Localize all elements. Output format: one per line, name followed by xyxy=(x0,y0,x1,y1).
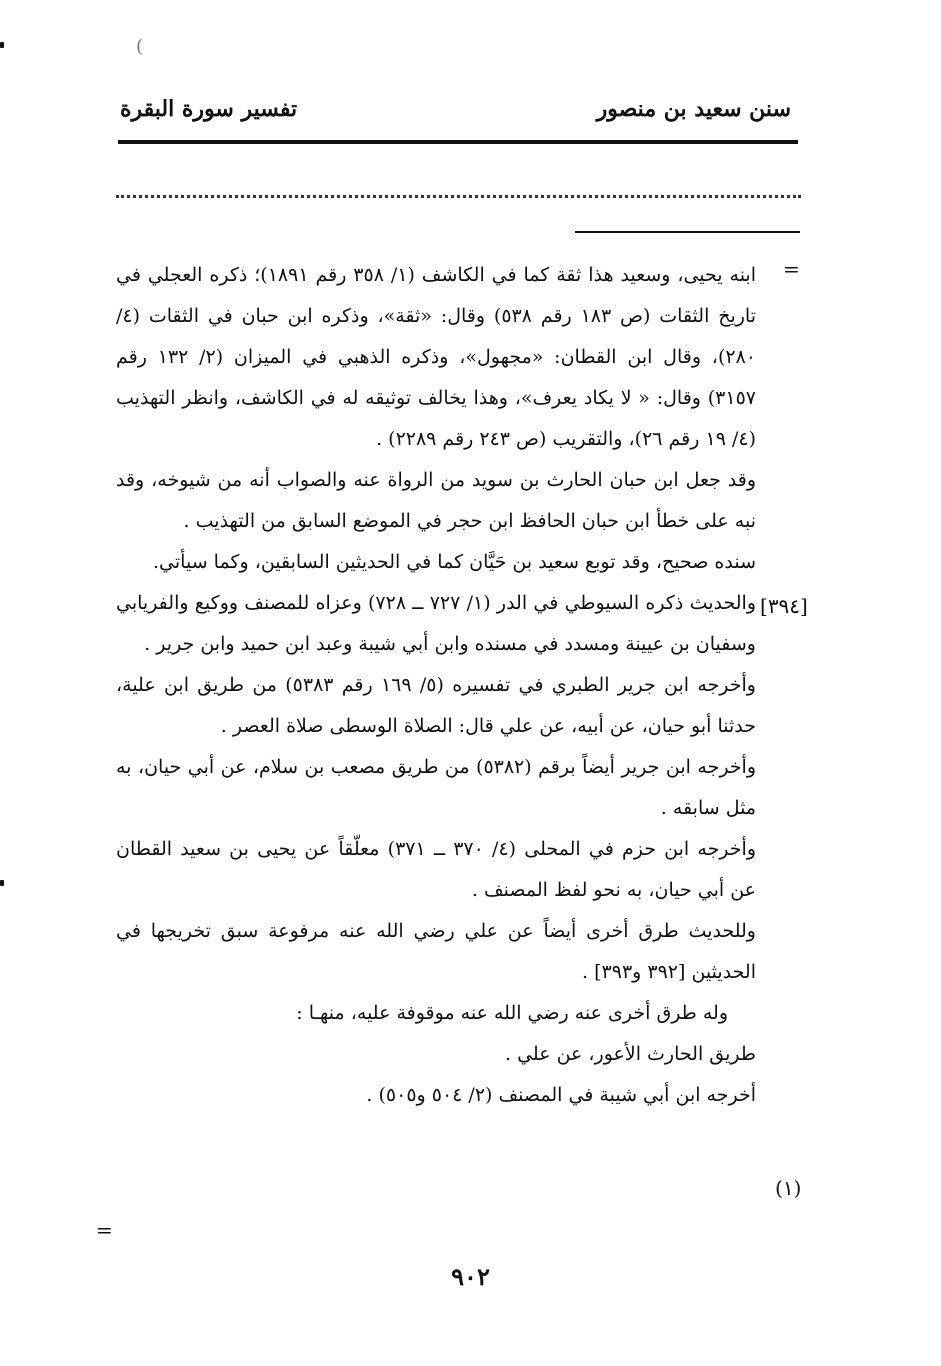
paragraph: ابنه يحيى، وسعيد هذا ثقة كما في الكاشف (١/ ٣٥٨ رقم ١٨٩١)؛ ذكره العجلي في تاريخ الثقات (ص ١٨٣ رقم ٥٣٨) وقال: «ثقة»، وذكره ابن حبان في الثقات (٤/ ٢٨٠)، وقال ابن القطان: «مجهول»، وذكره الذهبي في الميزان (٢/ ١٣٢ رقم ٣١٥٧) وقال: « لا يكاد يعرف»، وهذا يخالف توثيقه له في الكاشف، وانظر التهذيب (٤/ ١٩ رقم ٢٦)، والتقريب (ص ٢٤٣ رقم ٢٢٨٩) . xyxy=(116,264,757,450)
paragraph: وللحديث طرق أخرى أيضاً عن علي رضي الله عنه مرفوعة سبق تخريجها في الحديثين [٣٩٢ و٣٩٣] . xyxy=(116,920,756,983)
paragraph: وأخرجه ابن حزم في المحلى (٤/ ٣٧٠ ــ ٣٧١) معلّقاً عن يحيى بن سعيد القطان عن أبي حيان، به نحو لفظ المصنف . xyxy=(116,838,756,901)
dotted-separator xyxy=(116,195,801,198)
header-rule xyxy=(118,140,798,144)
continuation-mark-bottom: = xyxy=(96,1218,113,1242)
paragraph: وقد جعل ابن حبان الحارث بن سويد من الرواة عنه والصواب أنه من شيوخه، وقد نبه على خطأ ابن حبان الحافظ ابن حجر في الموضع السابق من التهذيب . xyxy=(116,469,756,532)
margin-paren: ( xyxy=(136,36,144,57)
paragraph: وله طرق أخرى عنه رضي الله عنه موقوفة عليه، منهـا : xyxy=(296,1002,728,1024)
paragraph: طريق الحارث الأعور، عن علي . xyxy=(505,1043,756,1065)
paragraph: وأخرجه ابن جرير أيضاً برقم (٥٣٨٢) من طريق مصعب بن سلام، عن أبي حيان، به مثل سابقه . xyxy=(116,756,757,819)
book-title: سنن سعيد بن منصور xyxy=(596,96,791,122)
paragraph: أخرجه ابن أبي شيبة في المصنف (٢/ ٥٠٤ و٥٠٥) . xyxy=(366,1084,756,1106)
item-number: (١) xyxy=(775,1176,802,1200)
paragraph: سنده صحيح، وقد توبع سعيد بن حَيَّان كما في الحديثين السابقين، وكما سيأتي. xyxy=(153,551,756,573)
commentary-body xyxy=(116,255,756,1116)
paragraph: وأخرجه ابن جرير الطبري في تفسيره (٥/ ١٦٩ رقم ٥٣٨٣) من طريق ابن علية، حدثنا أبو حيان، عن أبيه، عن علي قال: الصلاة الوسطى صلاة العصر . xyxy=(116,674,756,737)
footnote-rule xyxy=(575,231,800,233)
continuation-mark-top: = xyxy=(783,257,800,281)
paragraph: والحديث ذكره السيوطي في الدر (١/ ٧٢٧ ــ ٧٢٨) وعزاه للمصنف ووكيع والفريابي وسفيان بن عيينة ومسدد في مسنده وابن أبي شيبة وعبد ابن حميد وابن جرير . xyxy=(116,592,756,655)
scan-mark xyxy=(0,42,4,48)
scan-mark xyxy=(0,880,4,886)
hadith-number: [٣٩٤] xyxy=(760,594,808,618)
section-title: تفسير سورة البقرة xyxy=(120,96,298,122)
page-number: ٩٠٢ xyxy=(451,1262,490,1291)
